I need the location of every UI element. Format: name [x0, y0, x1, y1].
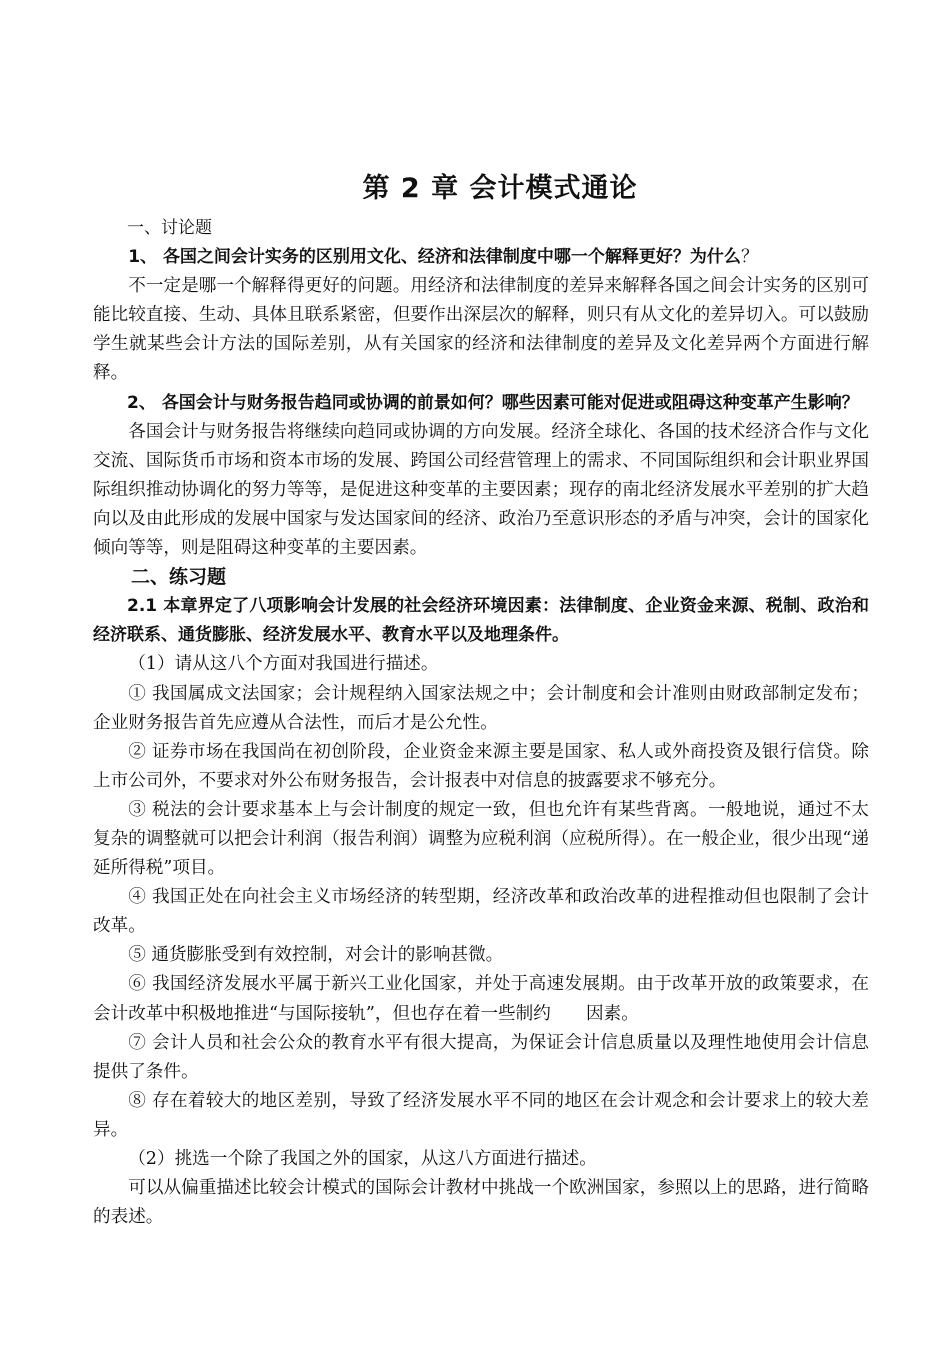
answer-item: ③ 税法的会计要求基本上与会计制度的规定一致，但也允许有某些背离。一般地说，通过不太复杂的调整就可以把会计利润（报告利润）调整为应税利润（应税所得）。在一般企业，很少出现“递延所得税”项目。 — [93, 799, 869, 879]
answer-1: 不一定是哪一个解释得更好的问题。用经济和法律制度的差异来解释各国之间会计实务的区别可能比较直接、生动、具体且联系紧密，但要作出深层次的解释，则只有从文化的差异切入。可以鼓励学生就某些会计方法的国际差别，从有关国家的经济和法律制度的差异及文化差异两个方面进行解释。 — [93, 276, 869, 384]
chapter-title: 第 2 章 会计模式通论 — [362, 173, 638, 204]
section-heading-exercises: 二、练习题 — [131, 566, 227, 589]
answer-item: ⑧ 存在着较大的地区差别，导致了经济发展水平不同的地区在会计观念和会计要求上的较大差异。 — [93, 1090, 869, 1140]
section-heading-discussion: 一、讨论题 — [127, 218, 212, 238]
answer-2: 各国会计与财务报告将继续向趋同或协调的方向发展。经济全球化、各国的技术经济合作与文化交流、国际货币市场和资本市场的发展、跨国公司经营管理上的需求、不同国际组织和会计职业界国际组织推动协调化的努力等等，是促进这种变革的主要因素；现存的南北经济发展水平差别的扩大趋向以及由此形成的发展中国家与发达国家间的经济、政治乃至意识形态的矛盾与冲突，会计的国家化倾向等等，则是阻碍这种变革的主要因素。 — [93, 421, 869, 559]
document-body — [93, 214, 869, 1232]
answer-item: ⑤ 通货膨胀受到有效控制，对会计的影响甚微。 — [128, 945, 504, 966]
question-1-text: 1、 各国之间会计实务的区别用文化、经济和法律制度中哪一个解释更好？为什么 — [128, 247, 741, 268]
question-2: 2、 各国会计与财务报告趋同或协调的前景如何？哪些因素可能对促进或阻碍这种变革产生影响？ — [127, 392, 859, 413]
answer-item: ② 证券市场在我国尚在初创阶段，企业资金来源主要是国家、私人或外商投资及银行信贷。除上市公司外，不要求对外公布财务报告，会计报表中对信息的披露要求不够充分。 — [93, 741, 869, 791]
sub-question-2: （2）挑选一个除了我国之外的国家，从这八方面进行描述。 — [128, 1149, 597, 1169]
question-1 — [93, 243, 869, 272]
answer-item: ④ 我国正处在向社会主义市场经济的转型期，经济改革和政治改革的进程推动但也限制了会计改革。 — [93, 887, 869, 937]
sub-question-1: （1）请从这八个方面对我国进行描述。 — [128, 654, 439, 675]
answer-item: ① 我国属成文法国家；会计规程纳入国家法规之中；会计制度和会计准则由财政部制定发布；企业财务报告首先应遵从合法性，而后才是公允性。 — [93, 683, 869, 733]
question-2-1: 2.1 本章界定了八项影响会计发展的社会经济环境因素：法律制度、企业资金来源、税制、政治和经济联系、通货膨胀、经济发展水平、教育水平以及地理条件。 — [93, 596, 869, 646]
answer-item: ⑥ 我国经济发展水平属于新兴工业化国家，并处于高速发展期。由于改革开放的政策要求，在会计改革中积极地推进“与国际接轨”，但也存在着一些制约 因素。 — [93, 974, 869, 1024]
sub-question-2-answer: 可以从偏重描述比较会计模式的国际会计教材中挑战一个欧洲国家，参照以上的思路，进行简略的表述。 — [93, 1178, 869, 1228]
question-1-mark: ？ — [740, 247, 759, 268]
answer-item: ⑦ 会计人员和社会公众的教育水平有很大提高，为保证会计信息质量以及理性地使用会计信息提供了条件。 — [93, 1032, 869, 1082]
